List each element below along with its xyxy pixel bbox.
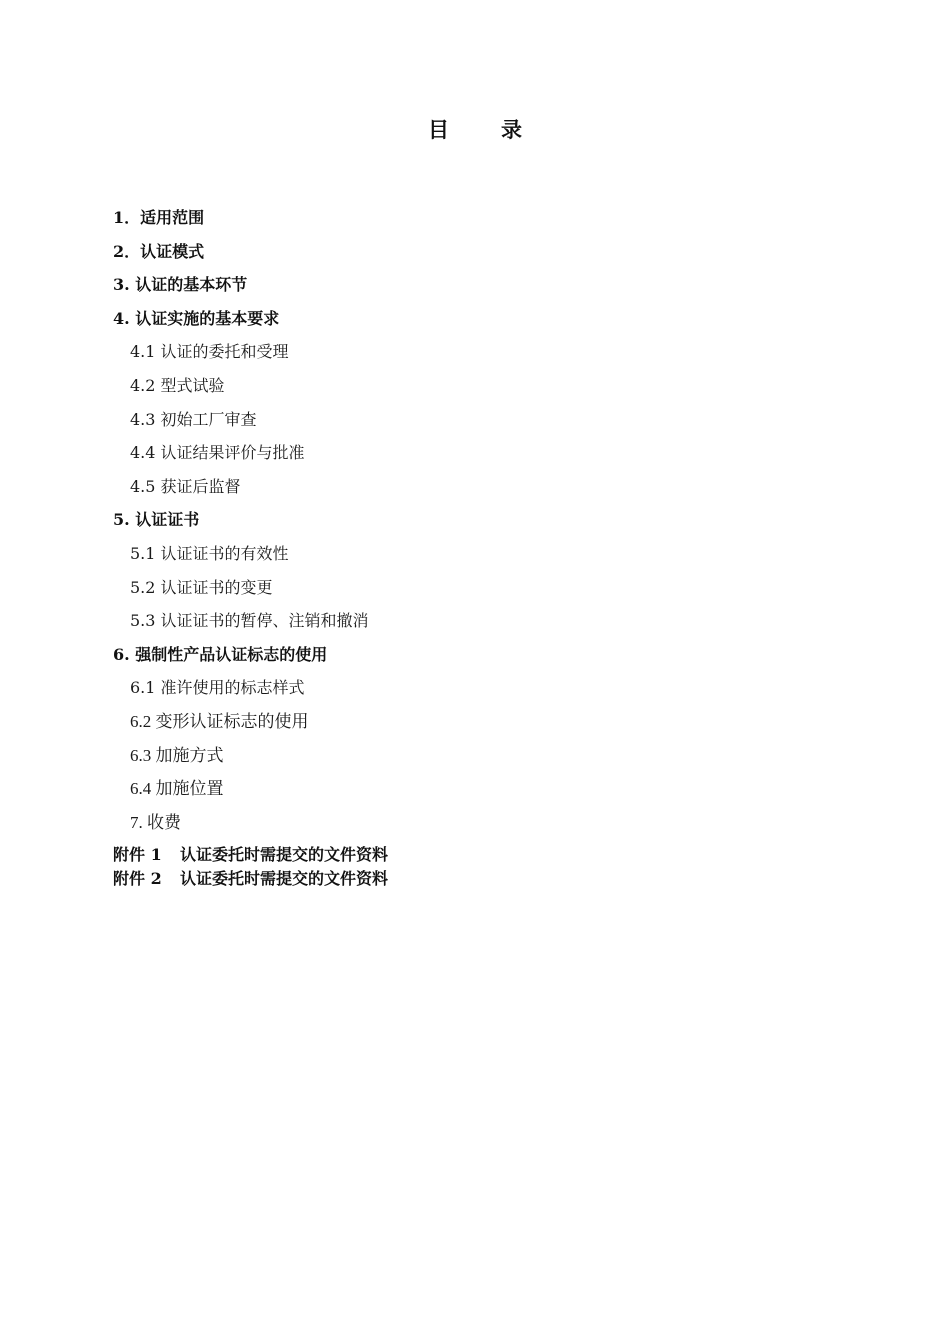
toc-item-4[interactable]: 4. 认证实施的基本要求 [113,308,280,328]
toc-item-6-4[interactable]: 6.4 加施位置 [130,779,224,799]
toc-item-3[interactable]: 3. 认证的基本环节 [113,275,248,295]
toc-item-6-2[interactable]: 6.2 变形认证标志的使用 [130,711,309,731]
toc-item-5-1[interactable]: 5.1 认证证书的有效性 [130,543,289,563]
toc-item-4-2[interactable]: 4.2 型式试验 [130,375,225,395]
toc-item-1[interactable]: 1．适用范围 [113,208,205,227]
title-char-2: 录 [501,117,522,142]
toc-item-7[interactable]: 7. 收费 [130,812,181,832]
toc-item-5-3[interactable]: 5.3 认证证书的暂停、注销和撤消 [130,611,369,631]
appendix-number: 附件 2 [113,869,162,889]
appendix-item-2[interactable] [113,867,833,891]
appendix-title: 认证委托时需提交的文件资料 [180,845,389,865]
toc-item-5-2[interactable]: 5.2 认证证书的变更 [130,577,273,597]
page-title [0,114,950,144]
toc-item-4-3[interactable]: 4.3 初始工厂审查 [130,409,257,429]
toc-item-6-3[interactable]: 6.3 加施方式 [130,745,224,765]
toc-item-6-1[interactable]: 6.1 准许使用的标志样式 [130,678,305,698]
toc-item-4-1[interactable]: 4.1 认证的委托和受理 [130,342,289,362]
toc-item-4-4[interactable]: 4.4 认证结果评价与批准 [130,443,305,463]
appendix-title: 认证委托时需提交的文件资料 [180,869,389,889]
toc-item-5[interactable]: 5. 认证证书 [113,510,200,530]
toc-item-6[interactable]: 6. 强制性产品认证标志的使用 [113,644,328,664]
title-char-1: 目 [428,117,449,142]
appendix-number: 附件 1 [113,845,162,865]
toc-item-2[interactable]: 2．认证模式 [113,241,205,261]
appendix-item-1[interactable] [113,843,833,867]
table-of-contents [113,205,833,891]
toc-item-4-5[interactable]: 4.5 获证后监督 [130,476,241,496]
